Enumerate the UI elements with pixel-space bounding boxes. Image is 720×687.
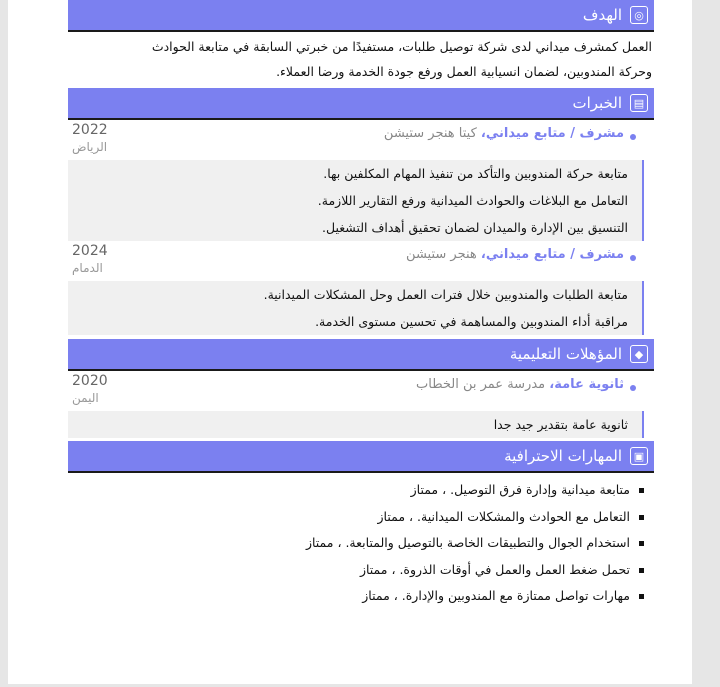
- resume-content: [68, 0, 654, 610]
- job-company: هنجر ستيشن: [406, 247, 477, 262]
- briefcase-icon: ▤: [630, 94, 648, 112]
- job-date: [72, 122, 108, 156]
- education-location: اليمن: [72, 391, 99, 405]
- target-icon: ◎: [630, 6, 648, 24]
- goal-line-2: وحركة المندوبين، لضمان انسيابية العمل ورفع جودة الخدمة ورضا العملاء.: [276, 64, 652, 79]
- education-degree: ثانوية عامة،: [549, 377, 624, 392]
- job-task: التعامل مع البلاغات والحوادث الميدانية ورفع التقارير اللازمة.: [317, 193, 628, 208]
- id-card-icon: ▣: [630, 447, 648, 465]
- education-school: مدرسة عمر بن الخطاب: [416, 377, 546, 392]
- education-title: المؤهلات التعليمية: [509, 345, 622, 363]
- bullet-dot-icon: [630, 255, 636, 261]
- skills-title: المهارات الاحترافية: [504, 447, 622, 465]
- job-role: مشرف / متابع ميداني،: [480, 126, 624, 141]
- bullet-dot-icon: [630, 134, 636, 140]
- graduation-cap-icon: ◆: [630, 345, 648, 363]
- skills-section-header: [68, 441, 654, 471]
- skill-item: التعامل مع الحوادث والمشكلات الميدانية. ، ممتاز: [68, 504, 654, 531]
- job-location: الرياض: [72, 140, 108, 154]
- experience-title: الخبرات: [572, 94, 622, 112]
- job-date: [72, 243, 108, 277]
- skill-item: متابعة ميدانية وإدارة فرق التوصيل. ، ممتاز: [68, 477, 654, 504]
- job-entry-1: [68, 120, 654, 160]
- education-entry: [68, 371, 654, 411]
- education-year: 2020: [72, 373, 108, 389]
- resume-page: [8, 0, 692, 684]
- job-entry-2: [68, 241, 654, 281]
- skill-item: استخدام الجوال والتطبيقات الخاصة بالتوصيل والمتابعة. ، ممتاز: [68, 530, 654, 557]
- job-location: الدمام: [72, 261, 103, 275]
- job-year: 2022: [72, 122, 108, 138]
- job-role: مشرف / متابع ميداني،: [480, 247, 624, 262]
- education-title-line: [416, 377, 624, 392]
- skill-item: تحمل ضغط العمل والعمل في أوقات الذروة. ، ممتاز: [68, 557, 654, 584]
- job-description-2: [68, 281, 644, 335]
- goal-line-1: العمل كمشرف ميداني لدى شركة توصيل طلبات، مستفيدًا من خبرتي السابقة في متابعة الحوادث: [151, 39, 652, 54]
- job-task: التنسيق بين الإدارة والميدان لضمان تحقيق أهداف التشغيل.: [322, 220, 628, 235]
- education-description: [68, 411, 644, 438]
- job-task: مراقبة أداء المندوبين والمساهمة في تحسين مستوى الخدمة.: [315, 314, 628, 329]
- education-section-header: [68, 339, 654, 369]
- job-company: كيتا هنجر ستيشن: [383, 126, 477, 141]
- job-title: [384, 126, 624, 141]
- job-task: متابعة حركة المندوبين والتأكد من تنفيذ المهام المكلفين بها.: [323, 166, 628, 181]
- bullet-dot-icon: [630, 385, 636, 391]
- education-detail: ثانوية عامة بتقدير جيد جدا: [493, 417, 628, 432]
- education-date: [72, 373, 108, 407]
- job-title: [406, 247, 624, 262]
- job-year: 2024: [72, 243, 108, 259]
- experience-section-header: [68, 88, 654, 118]
- skills-list: [68, 473, 654, 610]
- goal-title: الهدف: [582, 6, 622, 24]
- goal-section-header: [68, 0, 654, 30]
- goal-text: [68, 32, 654, 88]
- job-task: متابعة الطلبات والمندوبين خلال فترات العمل وحل المشكلات الميدانية.: [263, 287, 628, 302]
- skill-item: مهارات تواصل ممتازة مع المندوبين والإدارة. ، ممتاز: [68, 583, 654, 610]
- job-description-1: [68, 160, 644, 241]
